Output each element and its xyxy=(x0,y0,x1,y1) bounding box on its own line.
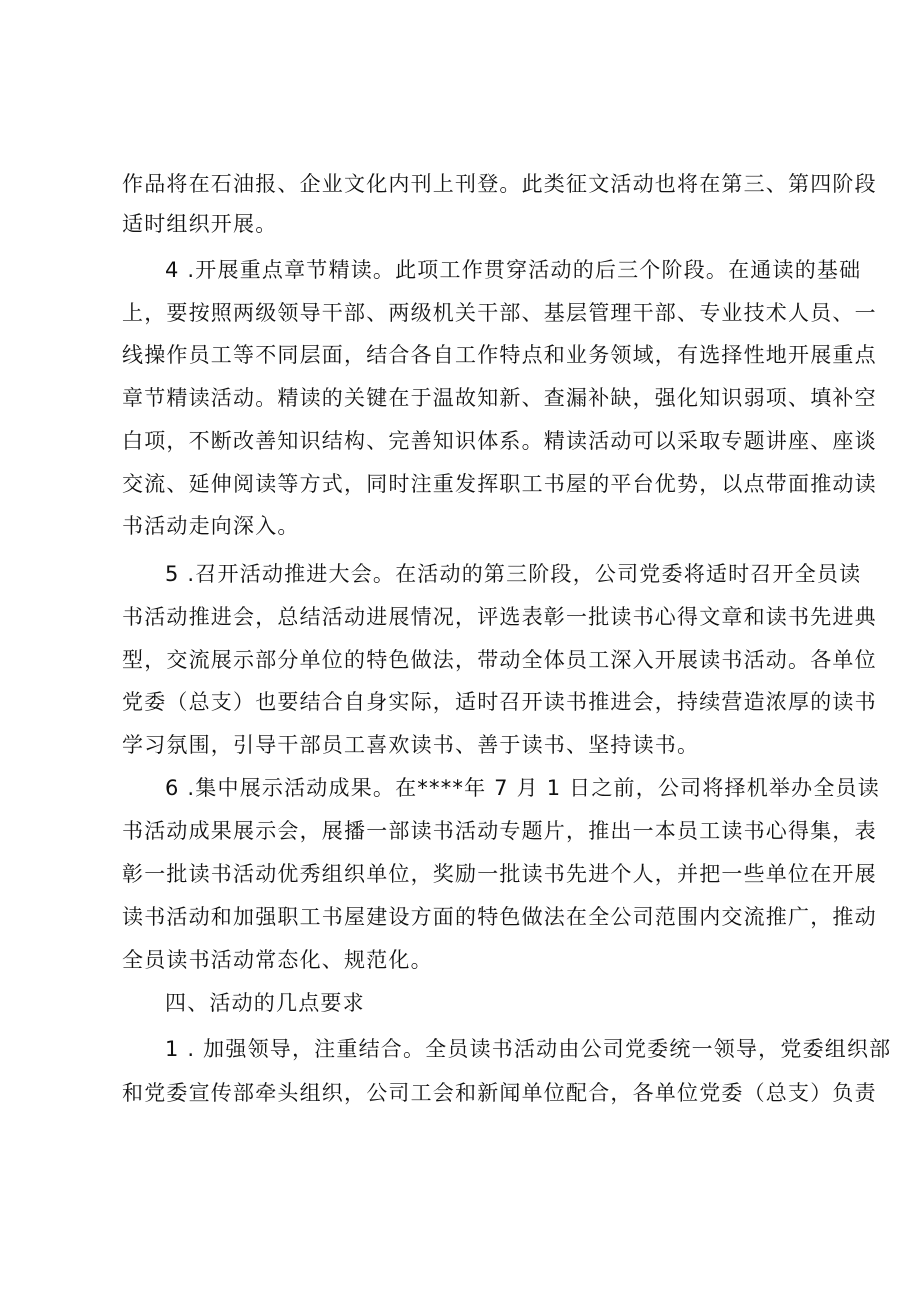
paragraph-6-start: 6 .集中展示活动成果。在****年 7 月 1 日之前，公司将择机举办全员读 xyxy=(165,776,880,800)
text-line: 适时组织开展。 xyxy=(122,212,278,236)
text-line: 书活动走向深入。 xyxy=(122,514,300,538)
text-line: 全员读书活动常态化、规范化。 xyxy=(122,948,433,972)
text-line: 学习氛围，引导干部员工喜欢读书、善于读书、坚持读书。 xyxy=(122,733,700,757)
text-line: 型，交流展示部分单位的特色做法，带动全体员工深入开展读书活动。各单位 xyxy=(122,648,877,672)
text-line: 章节精读活动。精读的关键在于温故知新、查漏补缺，强化知识弱项、填补空 xyxy=(122,386,877,410)
text-line: 交流、延伸阅读等方式，同时注重发挥职工书屋的平台优势，以点带面推动读 xyxy=(122,472,877,496)
text-line: 书活动推进会，总结活动进展情况，评选表彰一批读书心得文章和读书先进典 xyxy=(122,605,877,629)
text-line: 党委（总支）也要结合自身实际，适时召开读书推进会，持续营造浓厚的读书 xyxy=(122,690,877,714)
text-line: 和党委宣传部牵头组织，公司工会和新闻单位配合，各单位党委（总支）负责 xyxy=(122,1081,877,1105)
text-line: 彰一批读书活动优秀组织单位，奖励一批读书先进个人，并把一些单位在开展 xyxy=(122,862,877,886)
text-line: 读书活动和加强职工书屋建设方面的特色做法在全公司范围内交流推广，推动 xyxy=(122,905,877,929)
text-line: 作品将在石油报、企业文化内刊上刊登。此类征文活动也将在第三、第四阶段 xyxy=(122,172,877,196)
text-line: 线操作员工等不同层面，结合各自工作特点和业务领域，有选择性地开展重点 xyxy=(122,343,877,367)
text-line: 书活动成果展示会，展播一部读书活动专题片，推出一本员工读书心得集，表 xyxy=(122,819,877,843)
text-line: 白项，不断改善知识结构、完善知识体系。精读活动可以采取专题讲座、座谈 xyxy=(122,429,877,453)
text-line: 上，要按照两级领导干部、两级机关干部、基层管理干部、专业技术人员、一 xyxy=(122,301,877,325)
section-heading: 四、活动的几点要求 xyxy=(165,991,365,1015)
paragraph-4-start: 4 .开展重点章节精读。此项工作贯穿活动的后三个阶段。在通读的基础 xyxy=(165,258,862,282)
requirement-1-start: 1 . 加强领导，注重结合。全员读书活动由公司党委统一领导，党委组织部 xyxy=(165,1037,892,1061)
paragraph-5-start: 5 .召开活动推进大会。在活动的第三阶段，公司党委将适时召开全员读 xyxy=(165,562,862,586)
